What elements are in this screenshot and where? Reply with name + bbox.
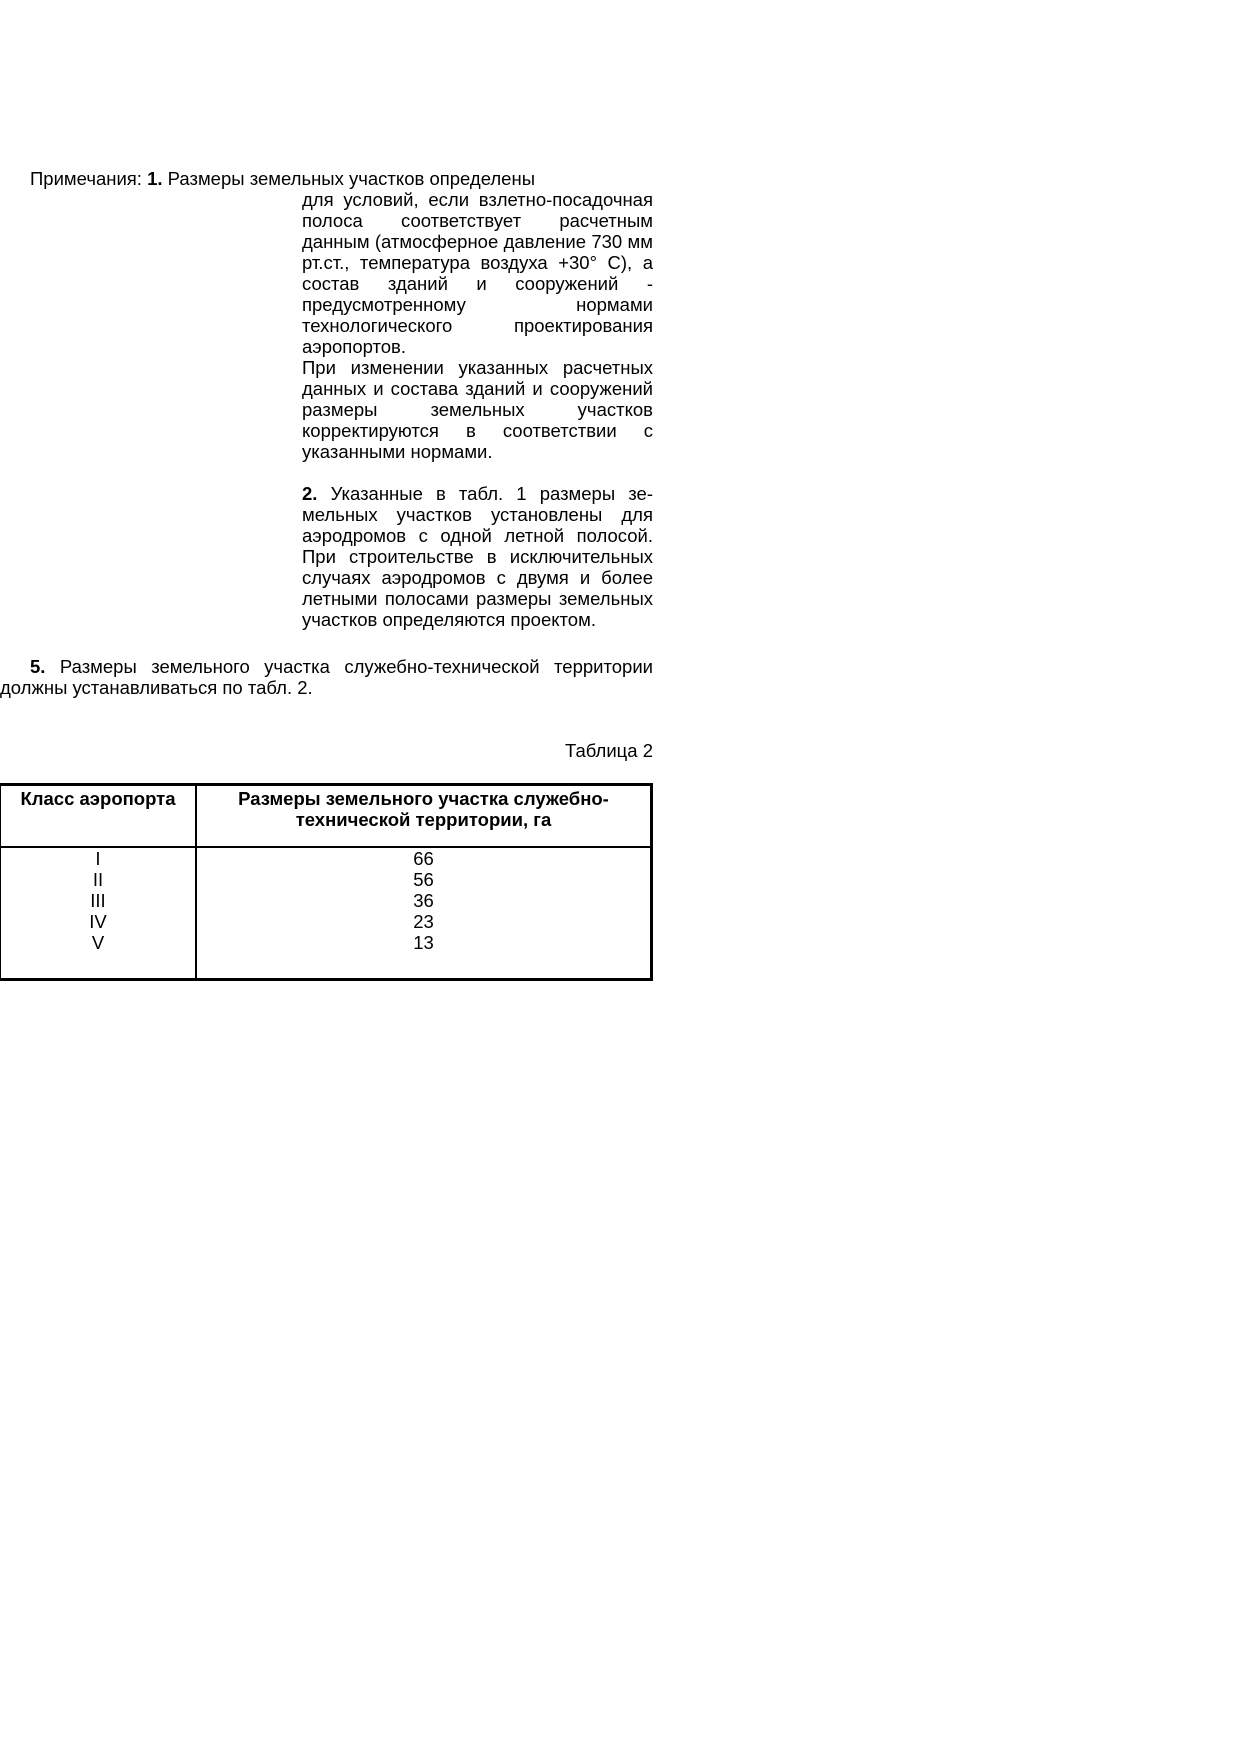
header-land-size: Размеры земельного участка служебно-технической территории, га (196, 785, 652, 848)
table-cell-class: I (95, 848, 101, 869)
notes-label: Примечания: (30, 168, 142, 189)
table-cell-class: V (91, 932, 105, 953)
table-cell-size: 36 (413, 890, 434, 911)
table-cell-class: IV (89, 911, 107, 932)
note-2 (302, 483, 653, 630)
airport-class-column (0, 847, 196, 980)
note-1-text: для условий, если взлетно-посадочная полоса соответствует расчетным данным (атмосферное давление 730 мм рт.ст., температура воздуха +30° С), а состав зданий и сооружений - предусмотренному нормами технологического проектирования аэропортов. (302, 189, 653, 357)
note-1-first-line: Размеры земельных участков определены (167, 168, 535, 189)
table-cell-size: 13 (413, 932, 434, 953)
table-body-row (0, 847, 652, 980)
header-airport-class: Класс аэропорта (0, 785, 196, 848)
notes-heading-line (30, 168, 535, 189)
note-1-continuation: При изменении указанных расчетных данных и состава зданий и сооружений размеры земельных участков корректируются в соответствии с указанными нормами. (302, 357, 653, 462)
note-2-number: 2. (302, 483, 318, 504)
paragraph-5-number: 5. (30, 656, 46, 677)
table-header-row (0, 785, 652, 848)
table-cell-class: III (90, 890, 106, 911)
notes-body (302, 189, 653, 630)
land-size-column (196, 847, 652, 980)
table-cell-size: 23 (413, 911, 434, 932)
table-cell-class: II (92, 869, 104, 890)
note-1-number: 1. (147, 168, 163, 189)
table-caption: Таблица 2 (565, 740, 653, 761)
paragraph-5 (0, 656, 653, 698)
table-cell-size: 66 (413, 848, 434, 869)
note-2-text: Указанные в табл. 1 размеры земельных участков установлены для аэродромов с одной летной полосой. При строительстве в исключительных случаях аэродромов с двумя и более летными полосами размеры земельных участков определяются проектом. (302, 483, 654, 630)
land-size-table (0, 783, 653, 981)
table-cell-size: 56 (413, 869, 434, 890)
paragraph-5-text: Размеры земельного участка служебно-технической территории должны устанавливаться по табл. 2. (0, 656, 654, 698)
